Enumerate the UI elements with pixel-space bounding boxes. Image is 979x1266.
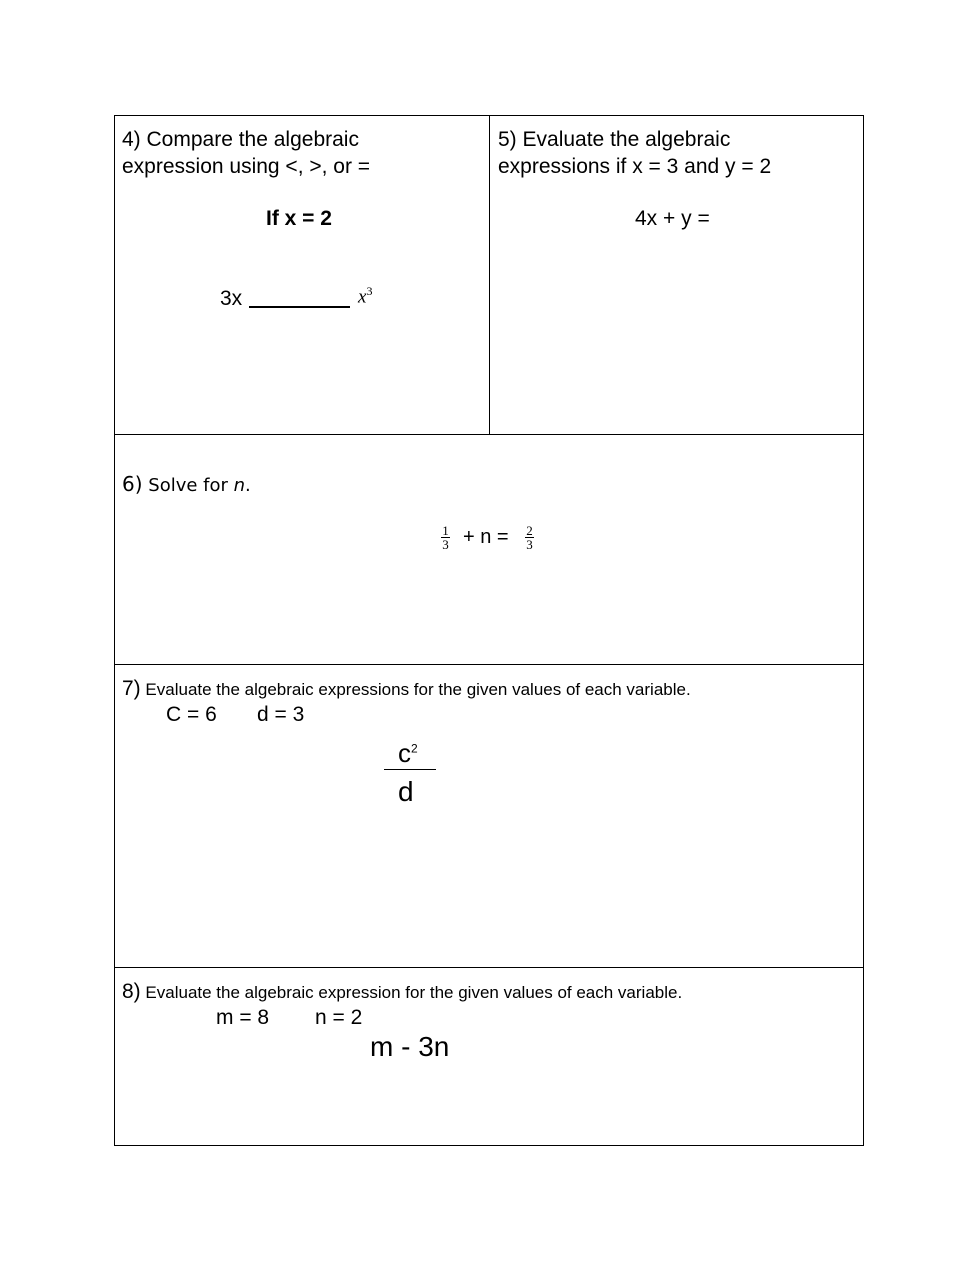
numerator-c: c (398, 738, 411, 768)
q6-dot: . (245, 475, 251, 496)
q5-prompt-line2: expressions if x = 3 and y = 2 (498, 155, 772, 178)
row-divider (114, 967, 864, 968)
q4-right-exponent: 3 (366, 284, 373, 298)
numerator: 2 (526, 523, 533, 538)
q6-variable: n (233, 475, 246, 496)
q7-prompt (122, 677, 691, 701)
q5-expression: 4x + y = (635, 207, 710, 230)
q7-numerator (398, 738, 418, 769)
denominator: 3 (442, 537, 449, 552)
column-divider (489, 115, 490, 435)
q7-value-d: d = 3 (257, 703, 305, 726)
q8-value-m: m = 8 (216, 1006, 270, 1029)
q7-denominator: d (398, 776, 414, 807)
q7-number: 7) (122, 677, 141, 700)
q4-prompt-line1: 4) Compare the algebraic (122, 128, 359, 151)
q7-fraction-bar (384, 769, 436, 770)
exponent: 2 (411, 741, 418, 756)
q6-middle: + n = (463, 526, 509, 548)
q7-value-c: C = 6 (166, 703, 217, 726)
q4-answer-blank[interactable] (249, 306, 350, 308)
q6-fraction-one-third (441, 524, 450, 551)
q4-left-expr: 3x (220, 287, 243, 310)
q7-text: Evaluate the algebraic expressions for the given values of each variable. (145, 680, 691, 699)
q4-given: If x = 2 (266, 207, 332, 230)
q4-prompt-line2: expression using <, >, or = (122, 155, 371, 178)
q6-number: 6) (122, 472, 143, 496)
q8-expression: m - 3n (370, 1031, 450, 1062)
q6-text: Solve for (148, 475, 234, 496)
q8-value-n: n = 2 (315, 1006, 363, 1029)
q8-text: Evaluate the algebraic expression for the given values of each variable. (145, 983, 683, 1002)
q4-right-base: x (358, 286, 367, 308)
row-divider (114, 664, 864, 665)
numerator: 1 (442, 523, 449, 538)
q8-prompt (122, 980, 682, 1004)
q8-number: 8) (122, 980, 141, 1003)
q6-fraction-two-thirds (525, 524, 534, 551)
denominator: 3 (526, 537, 533, 552)
q6-prompt (122, 472, 251, 496)
q5-prompt-line1: 5) Evaluate the algebraic (498, 128, 731, 151)
q4-right-expr (358, 284, 372, 308)
